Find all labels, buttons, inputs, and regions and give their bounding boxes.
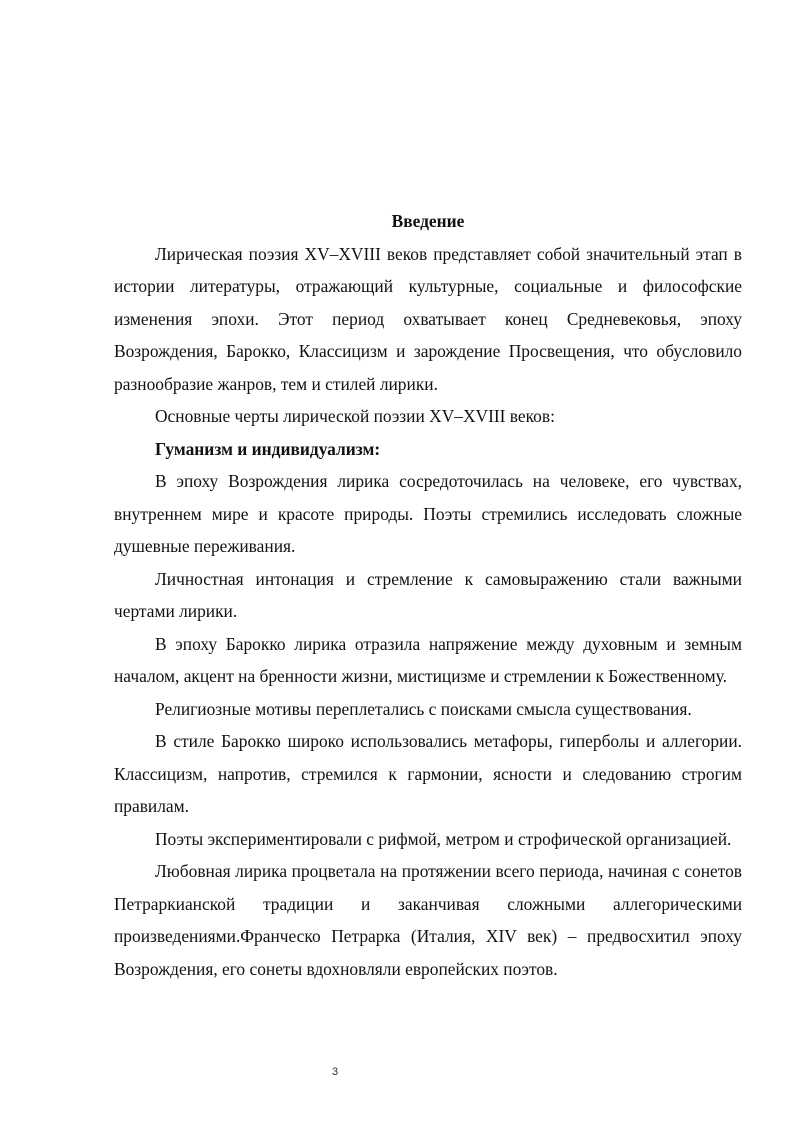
section-heading-humanism: Гуманизм и индивидуализм:: [155, 438, 381, 459]
paragraph-main-features: Основные черты лирической поэзии XV–XVIII веков:: [155, 406, 555, 426]
paragraph-baroque: В эпоху Барокко лирика отразила напряжение между духовным и земным началом, акцент на бренности жизни, мистицизме и стремлении к Божественному.: [114, 633, 742, 686]
paragraph-intro: Лирическая поэзия XV–XVIII веков представляет собой значительный этап в истории литературы, отражающий культурные, социальные и философские изменения эпохи. Этот период охватывает конец Средневековья, эпоху Возрождения, Барокко, Классицизм и зарождение Просвещения, что обусловило разнообразие жанров, тем и стилей лирики.: [114, 243, 742, 394]
page-number: 3: [331, 1066, 339, 1078]
paragraph-metaphors: В стиле Барокко широко использовались метафоры, гиперболы и аллегории. Классицизм, напротив, стремился к гармонии, ясности и следованию строгим правилам.: [114, 731, 742, 816]
paragraph-personal-intonation: Личностная интонация и стремление к самовыражению стали важными чертами лирики.: [114, 568, 742, 621]
page-title: Введение: [391, 211, 465, 231]
paragraph-religious-motifs: Религиозные мотивы переплетались с поисками смысла существования.: [155, 698, 692, 719]
paragraph-love-lyrics: Любовная лирика процветала на протяжении всего периода, начиная с сонетов Петраркианской традиции и заканчивая сложными аллегорическими произведениями.Франческо Петрарка (Италия, XIV век) – предвосхитил эпоху Возрождения, его сонеты вдохновляли европейских поэтов.: [114, 861, 742, 979]
paragraph-renaissance: В эпоху Возрождения лирика сосредоточилась на человеке, его чувствах, внутреннем мире и красоте природы. Поэты стремились исследовать сложные душевные переживания.: [114, 471, 742, 556]
page-body: [114, 205, 742, 985]
paragraph-experiments: Поэты экспериментировали с рифмой, метром и строфической организацией.: [155, 828, 732, 849]
